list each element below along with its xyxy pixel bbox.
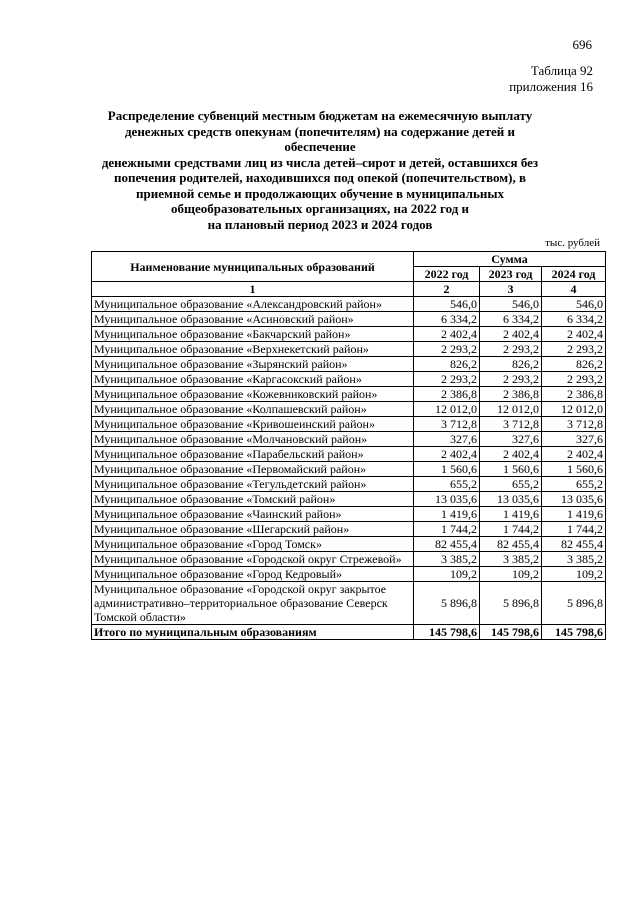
table-row [92,552,606,567]
table-row [92,432,606,447]
table-row [92,477,606,492]
amount-cell: 655,2 [414,477,480,492]
municipality-name: Муниципальное образование «Городской округ Стрежевой» [92,552,414,567]
municipality-name: Муниципальное образование «Каргасокский район» [92,372,414,387]
municipality-name: Муниципальное образование «Первомайский район» [92,462,414,477]
table-row [92,387,606,402]
amount-cell: 327,6 [414,432,480,447]
municipality-name: Муниципальное образование «Город Томск» [92,537,414,552]
amount-cell: 655,2 [542,477,606,492]
column-number: 1 [92,282,414,297]
amount-cell: 13 035,6 [414,492,480,507]
table-row [92,582,606,625]
column-number: 3 [480,282,542,297]
amount-cell: 1 419,6 [542,507,606,522]
municipality-name: Муниципальное образование «Бакчарский район» [92,327,414,342]
table-row [92,402,606,417]
header-name: Наименование муниципальных образований [92,252,414,282]
amount-cell: 5 896,8 [542,582,606,625]
column-number-row [92,282,606,297]
amount-cell: 2 293,2 [414,342,480,357]
title-line: денежными средствами лиц из числа детей–сирот и детей, оставшихся без [101,154,539,170]
municipality-name: Муниципальное образование «Кожевниковский район» [92,387,414,402]
total-value: 145 798,6 [480,625,542,640]
amount-cell: 1 560,6 [480,462,542,477]
header-year-2022: 2022 год [414,267,480,282]
amount-cell: 2 402,4 [542,327,606,342]
amount-cell: 2 293,2 [542,342,606,357]
amount-cell: 1 560,6 [542,462,606,477]
header-year-2023: 2023 год [480,267,542,282]
amount-cell: 6 334,2 [480,312,542,327]
amount-cell: 3 385,2 [414,552,480,567]
municipality-name: Муниципальное образование «Город Кедровый» [92,567,414,582]
amount-cell: 109,2 [414,567,480,582]
table-row [92,567,606,582]
title-line: Распределение субвенций местным бюджетам на ежемесячную выплату [107,108,533,123]
header-sum: Сумма [414,252,606,267]
title-line: денежных средств опекунам (попечителям) на содержание детей и обеспечение [124,123,516,154]
amount-cell: 546,0 [480,297,542,312]
amount-cell: 2 293,2 [480,372,542,387]
table-row [92,492,606,507]
page-number: 696 [572,37,592,52]
amount-cell: 2 402,4 [480,327,542,342]
municipality-name: Муниципальное образование «Чаинский район» [92,507,414,522]
amount-cell: 3 712,8 [480,417,542,432]
column-number: 4 [542,282,606,297]
amount-cell: 2 402,4 [480,447,542,462]
table-row [92,522,606,537]
table-row [92,447,606,462]
amount-cell: 12 012,0 [480,402,542,417]
amount-cell: 826,2 [480,357,542,372]
total-value: 145 798,6 [542,625,606,640]
amount-cell: 1 744,2 [542,522,606,537]
table-row [92,417,606,432]
amount-cell: 3 385,2 [542,552,606,567]
amount-cell: 13 035,6 [542,492,606,507]
table-row [92,312,606,327]
column-number: 2 [414,282,480,297]
title-line: приемной семье и продолжающих обучение в муниципальных [136,185,504,201]
municipality-name: Муниципальное образование «Томский район» [92,492,414,507]
title-line: общеобразовательных организациях, на 2022 год и [170,201,470,216]
amount-cell: 2 386,8 [480,387,542,402]
reference-line-1: Таблица 92 [530,63,593,78]
municipality-name: Муниципальное образование «Верхнекетский район» [92,342,414,357]
amount-cell: 546,0 [414,297,480,312]
header-year-2024: 2024 год [542,267,606,282]
amount-cell: 12 012,0 [414,402,480,417]
amount-cell: 2 386,8 [414,387,480,402]
amount-cell: 82 455,4 [480,537,542,552]
amount-cell: 327,6 [542,432,606,447]
amount-cell: 3 712,8 [414,417,480,432]
municipality-name: Муниципальное образование «Зырянский район» [92,357,414,372]
amount-cell: 3 712,8 [542,417,606,432]
amount-cell: 109,2 [480,567,542,582]
table-row [92,327,606,342]
table-row [92,372,606,387]
total-value: 145 798,6 [414,625,480,640]
municipality-name: Муниципальное образование «Асиновский район» [92,312,414,327]
document-title [90,108,550,232]
amount-cell: 1 744,2 [480,522,542,537]
amount-cell: 82 455,4 [414,537,480,552]
amount-cell: 6 334,2 [414,312,480,327]
amount-cell: 1 744,2 [414,522,480,537]
amount-cell: 82 455,4 [542,537,606,552]
amount-cell: 2 386,8 [542,387,606,402]
amount-cell: 13 035,6 [480,492,542,507]
total-row [92,625,606,640]
municipality-name: Муниципальное образование «Парабельский район» [92,447,414,462]
table-row [92,462,606,477]
amount-cell: 2 402,4 [414,327,480,342]
table-row [92,507,606,522]
amount-cell: 1 419,6 [414,507,480,522]
title-line: на плановый период 2023 и 2024 годов [207,216,433,232]
table-row [92,342,606,357]
table-row [92,537,606,552]
amount-cell: 2 293,2 [480,342,542,357]
table-row [92,357,606,372]
units-label: тыс. рублей [545,237,600,249]
amount-cell: 3 385,2 [480,552,542,567]
amount-cell: 655,2 [480,477,542,492]
amount-cell: 109,2 [542,567,606,582]
amount-cell: 2 293,2 [414,372,480,387]
amount-cell: 327,6 [480,432,542,447]
municipality-name: Муниципальное образование «Молчановский район» [92,432,414,447]
total-label: Итого по муниципальным образованиям [92,625,414,640]
amount-cell: 1 419,6 [480,507,542,522]
municipality-name: Муниципальное образование «Александровский район» [92,297,414,312]
reference-line-2: приложения 16 [509,79,593,94]
amount-cell: 5 896,8 [414,582,480,625]
subsidy-table [91,251,606,640]
table-row [92,297,606,312]
amount-cell: 6 334,2 [542,312,606,327]
amount-cell: 2 293,2 [542,372,606,387]
municipality-name: Муниципальное образование «Тегульдетский район» [92,477,414,492]
amount-cell: 1 560,6 [414,462,480,477]
table-reference [509,63,593,95]
municipality-name: Муниципальное образование «Шегарский район» [92,522,414,537]
amount-cell: 2 402,4 [414,447,480,462]
amount-cell: 546,0 [542,297,606,312]
municipality-name: Муниципальное образование «Колпашевский район» [92,402,414,417]
amount-cell: 12 012,0 [542,402,606,417]
municipality-name: Муниципальное образование «Кривошеинский район» [92,417,414,432]
amount-cell: 2 402,4 [542,447,606,462]
amount-cell: 5 896,8 [480,582,542,625]
municipality-name: Муниципальное образование «Городской округ закрытое административно–территориальное образование Северск Томской области» [92,582,414,625]
amount-cell: 826,2 [542,357,606,372]
amount-cell: 826,2 [414,357,480,372]
title-line: попечения родителей, находившихся под опекой (попечительством), в [114,170,526,185]
